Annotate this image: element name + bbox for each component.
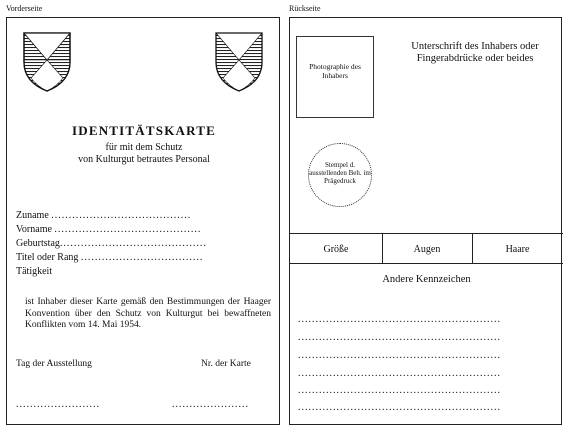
- marks-line-1[interactable]: ..........................................................: [298, 314, 501, 325]
- marks-line-3[interactable]: ..........................................................: [298, 350, 501, 361]
- marks-line-4[interactable]: ..........................................................: [298, 368, 501, 379]
- photo-label: Photographie des Inhabers: [309, 62, 361, 80]
- surname-field[interactable]: Zuname ........................................: [16, 210, 192, 221]
- left-shield-emblem-icon: [23, 32, 71, 92]
- right-shield-emblem-icon: [215, 32, 263, 92]
- occupation-field[interactable]: Tätigkeit: [16, 266, 53, 277]
- card-number-label: Nr. der Karte: [201, 359, 251, 369]
- issue-date-label: Tag der Ausstellung: [16, 359, 92, 369]
- convention-statement: ist Inhaber dieser Karte gemäß den Bestimmungen der Haager Konvention über den Schutz von Kulturgut bei bewaffneten Konflikten vom 14. Mai 1954.: [25, 297, 271, 330]
- marks-line-5[interactable]: ..........................................................: [298, 385, 501, 396]
- first-name-field[interactable]: Vorname ..........................................: [16, 224, 202, 235]
- other-marks-label: Andere Kennzeichen: [382, 274, 471, 285]
- card-title: IDENTITÄTSKARTE: [72, 123, 216, 138]
- marks-line-2[interactable]: ..........................................................: [298, 332, 501, 343]
- card-number-dots[interactable]: ......................: [172, 399, 249, 410]
- stamp-label: Stempel d. ausstellenden Beh. im Prägedruck: [309, 161, 371, 185]
- front-side-label: Vorderseite: [6, 4, 43, 13]
- identity-card-front: [6, 17, 280, 425]
- table-bottom-rule: [290, 263, 563, 264]
- signature-label: Unterschrift des Inhabers oder Fingerabdrücke oder beides: [411, 41, 539, 64]
- identity-card-back: [289, 17, 562, 425]
- issue-date-dots[interactable]: ........................: [16, 399, 100, 410]
- eyes-column-header: Augen: [413, 244, 441, 255]
- hair-column-header: Haare: [505, 244, 530, 255]
- marks-line-6[interactable]: ..........................................................: [298, 402, 501, 413]
- card-subtitle-line1: für mit dem Schutz: [105, 142, 183, 153]
- birthdate-field[interactable]: Geburtstag..........................................: [16, 238, 207, 249]
- table-top-rule: [290, 233, 563, 234]
- back-side-label: Rückseite: [289, 4, 321, 13]
- title-rank-field[interactable]: Titel oder Rang ...................................: [16, 252, 204, 263]
- card-subtitle-line2: von Kulturgut betrautes Personal: [78, 154, 210, 165]
- height-column-header: Größe: [323, 244, 349, 255]
